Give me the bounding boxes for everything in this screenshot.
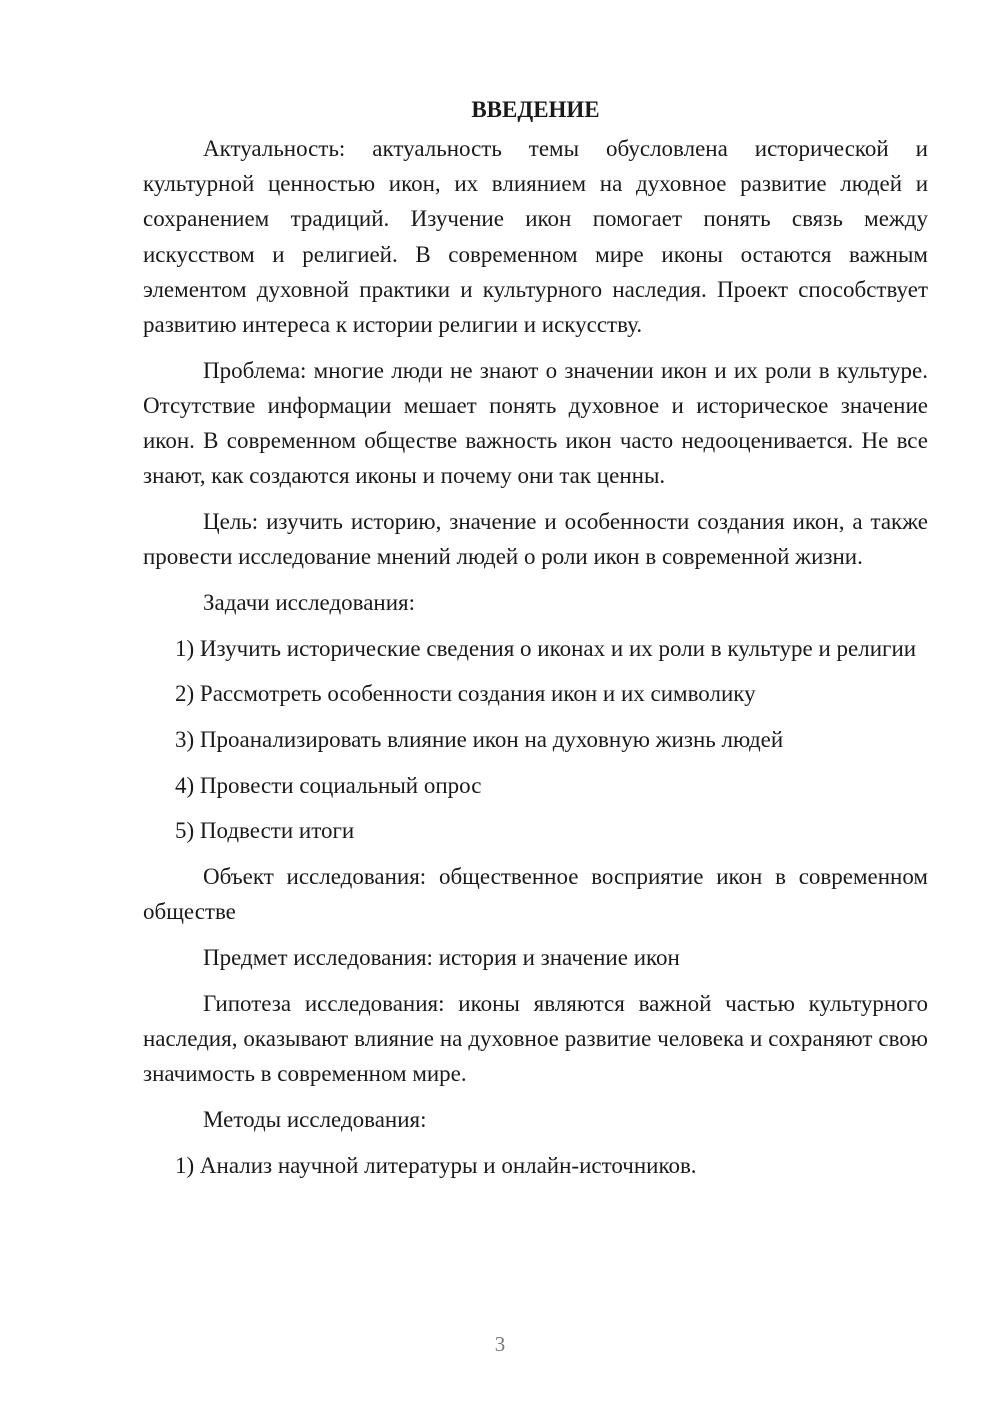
- page-number: 3: [494, 1332, 506, 1356]
- subject-paragraph: Предмет исследования: история и значение икон: [203, 945, 680, 971]
- task-item-1: 1) Изучить исторические сведения о иконах и их роли в культуре и религии: [175, 635, 917, 661]
- hypothesis-paragraph: Гипотеза исследования: иконы являются важной частью культурного наследия, оказывают влияние на духовное развитие человека и сохраняют свою значимость в современном мире.: [143, 990, 928, 1087]
- page-title: ВВЕДЕНИЕ: [471, 97, 600, 122]
- problem-paragraph: Проблема: многие люди не знают о значении икон и их роли в культуре. Отсутствие информации мешает понять духовное и историческое значение икон. В современном обществе важность икон часто недооценивается. Не все знают, как создаются иконы и почему они так ценны.: [143, 357, 928, 489]
- object-paragraph: Объект исследования: общественное восприятие икон в современном обществе: [143, 864, 928, 925]
- page-content: [143, 92, 928, 1193]
- task-item-5: 5) Подвести итоги: [175, 818, 355, 844]
- relevance-paragraph: Актуальность: актуальность темы обусловлена исторической и культурной ценностью икон, их влиянием на духовное развитие людей и сохранением традиций. Изучение икон помогает понять связь между искусством и религией. В современном мире иконы остаются важным элементом духовной практики и культурного наследия. Проект способствует развитию интереса к истории религии и искусству.: [143, 136, 928, 338]
- task-item-3: 3) Проанализировать влияние икон на духовную жизнь людей: [175, 727, 784, 753]
- tasks-label: Задачи исследования:: [203, 589, 416, 615]
- task-item-2: 2) Рассмотреть особенности создания икон и их символику: [175, 681, 756, 707]
- method-item-1: 1) Анализ научной литературы и онлайн-источников.: [175, 1152, 697, 1178]
- task-item-4: 4) Провести социальный опрос: [175, 772, 482, 798]
- goal-paragraph: Цель: изучить историю, значение и особенности создания икон, а также провести исследование мнений людей о роли икон в современной жизни.: [143, 509, 928, 570]
- methods-label: Методы исследования:: [203, 1106, 427, 1132]
